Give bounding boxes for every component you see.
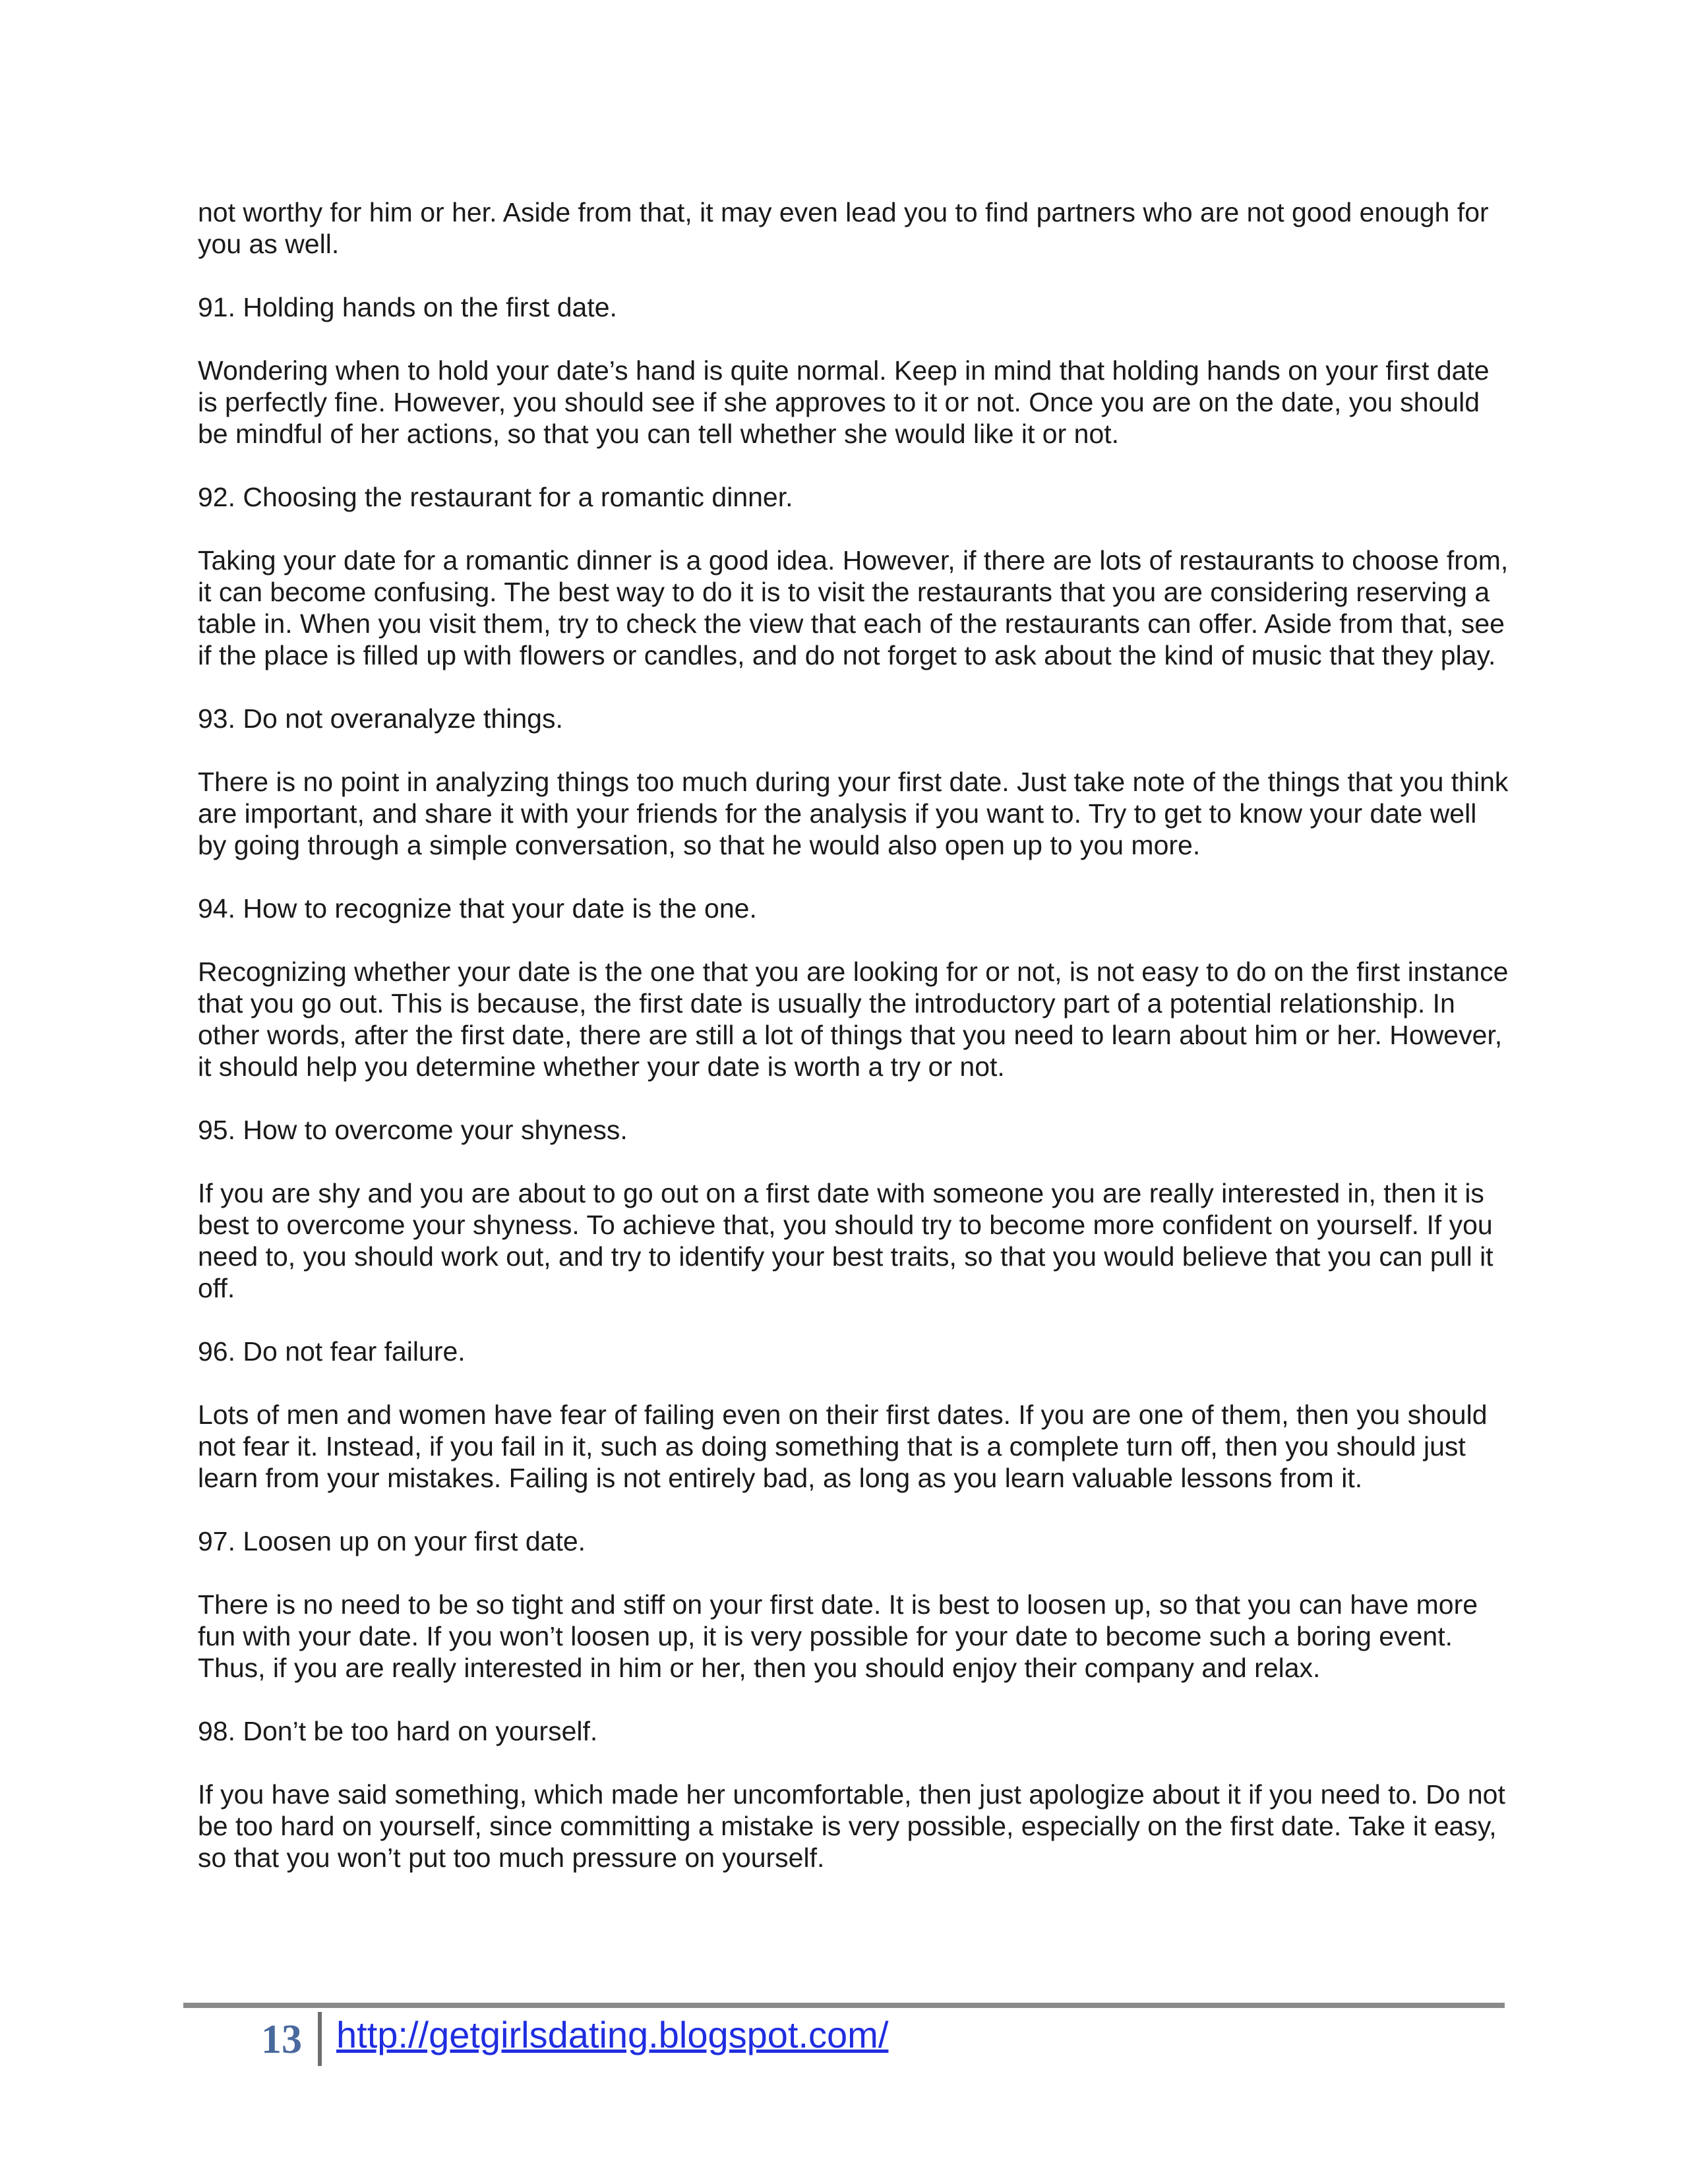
footer-divider [183, 2003, 1505, 2008]
paragraph-98: If you have said something, which made her uncomfortable, then just apologize about it if you need to. Do not be too hard on yourself, since committing a mistake is very possible, especially on the first date. Take it easy, so that you won’t put too much pressure on yourself. [198, 1779, 1505, 1873]
paragraph-93: There is no point in analyzing things too much during your first date. Just take note of the things that you think are important, and share it with your friends for the analysis if you want to. Try to get to know your date well by going through a simple conversation, so that he would also open up to you more. [198, 767, 1509, 860]
paragraph-95: If you are shy and you are about to go out on a first date with someone you are really interested in, then it is best to overcome your shyness. To achieve that, you should try to become more confident on yourself. If you need to, you should work out, and try to identify your best traits, so that you would believe that you can pull it off. [198, 1178, 1493, 1303]
heading-93: 93. Do not overanalyze things. [198, 703, 563, 734]
heading-92: 92. Choosing the restaurant for a romantic dinner. [198, 482, 793, 512]
paragraph-96: Lots of men and women have fear of failing even on their first dates. If you are one of them, then you should not fear it. Instead, if you fail in it, such as doing something that is a complete turn off, then you should just learn from your mistakes. Failing is not entirely bad, as long as you learn valuable lessons from it. [198, 1400, 1488, 1493]
heading-98: 98. Don’t be too hard on yourself. [198, 1716, 598, 1746]
paragraph-97: There is no need to be so tight and stiff on your first date. It is best to loosen up, so that you can have more fun with your date. If you won’t loosen up, it is very possible for your date to become such a boring event. Thus, if you are really interested in him or her, then you should enjoy their company and relax. [198, 1589, 1478, 1683]
page-number: 13 [261, 2017, 302, 2062]
page-body [198, 196, 1510, 1874]
heading-95: 95. How to overcome your shyness. [198, 1115, 628, 1145]
heading-96: 96. Do not fear failure. [198, 1336, 466, 1367]
paragraph-94: Recognizing whether your date is the one that you are looking for or not, is not easy to do on the first instance that you go out. This is because, the first date is usually the introductory part of a potential relationship. In other words, after the first date, there are still a lot of things that you need to learn about him or her. However, it should help you determine whether your date is worth a try or not. [198, 957, 1509, 1082]
footer-link[interactable]: http://getgirlsdating.blogspot.com/ [336, 2014, 889, 2055]
heading-91: 91. Holding hands on the first date. [198, 292, 617, 322]
paragraph-92: Taking your date for a romantic dinner is a good idea. However, if there are lots of restaurants to choose from, it can become confusing. The best way to do it is to visit the restaurants that you are considering reserving a table in. When you visit them, try to check the view that each of the restaurants can offer. Aside from that, see if the place is filled up with flowers or candles, and do not forget to ask about the kind of music that they play. [198, 545, 1509, 670]
paragraph-continuation: not worthy for him or her. Aside from that, it may even lead you to find partners who are not good enough for you as well. [198, 197, 1489, 259]
heading-97: 97. Loosen up on your first date. [198, 1526, 586, 1556]
paragraph-91: Wondering when to hold your date’s hand is quite normal. Keep in mind that holding hands on your first date is perfectly fine. However, you should see if she approves to it or not. Once you are on the date, you should be mindful of her actions, so that you can tell whether she would like it or not. [198, 355, 1490, 449]
heading-94: 94. How to recognize that your date is the one. [198, 893, 757, 924]
footer-separator [318, 2012, 322, 2066]
